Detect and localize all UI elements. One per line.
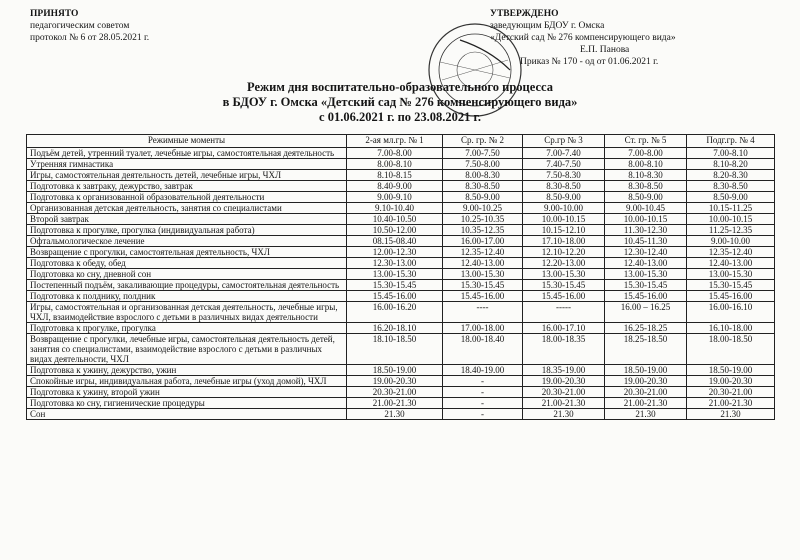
document-title	[0, 80, 800, 125]
time-cell: 9.10-10.40	[347, 203, 443, 214]
table-row	[27, 203, 775, 214]
time-cell: 16.00-16.20	[347, 302, 443, 323]
table-row	[27, 192, 775, 203]
title-line-2: в БДОУ г. Омска «Детский сад № 276 компенсирующего вида»	[222, 95, 578, 109]
regime-moment-cell: Подготовка к ужину, второй ужин	[27, 387, 347, 398]
approved-order: Приказ № 170 - од от 01.06.2021 г.	[520, 57, 659, 67]
regime-moment-cell: Подготовка к обеду, обед	[27, 258, 347, 269]
header-left	[30, 8, 149, 44]
regime-moment-cell: Подготовка ко сну, гигиенические процедуры	[27, 398, 347, 409]
regime-moment-cell: Игры, самостоятельная деятельность детей, лечебные игры, ЧХЛ	[27, 170, 347, 181]
time-cell: 21.00-21.30	[523, 398, 605, 409]
time-cell: 13.00-15.30	[523, 269, 605, 280]
time-cell: 8.10-8.20	[687, 159, 775, 170]
time-cell: 19.00-20.30	[523, 376, 605, 387]
time-cell: 20.30-21.00	[347, 387, 443, 398]
time-cell: 9.00-10.45	[605, 203, 687, 214]
table-row	[27, 280, 775, 291]
time-cell: 8.30-8.50	[605, 181, 687, 192]
table-row	[27, 323, 775, 334]
time-cell: 13.00-15.30	[347, 269, 443, 280]
column-header: Режимные моменты	[27, 135, 347, 148]
regime-moment-cell: Организованная детская деятельность, занятия со специалистами	[27, 203, 347, 214]
time-cell: 19.00-20.30	[347, 376, 443, 387]
time-cell: 8.00-8.10	[605, 159, 687, 170]
time-cell: 13.00-15.30	[605, 269, 687, 280]
time-cell: 11.30-12.30	[605, 225, 687, 236]
regime-moment-cell: Подготовка к полднику, полдник	[27, 291, 347, 302]
time-cell: 8.30-8.50	[443, 181, 523, 192]
approved-by: заведующим БДОУ г. Омска	[490, 21, 605, 31]
approved-org: «Детский сад № 276 компенсирующего вида»	[490, 33, 676, 43]
time-cell: 15.30-15.45	[605, 280, 687, 291]
time-cell: 10.25-10.35	[443, 214, 523, 225]
time-cell: 21.00-21.30	[347, 398, 443, 409]
table-body	[27, 148, 775, 420]
time-cell: 18.00-18.40	[443, 334, 523, 365]
time-cell: -	[443, 398, 523, 409]
regime-moment-cell: Офтальмологическое лечение	[27, 236, 347, 247]
time-cell: 15.30-15.45	[687, 280, 775, 291]
table-row	[27, 269, 775, 280]
time-cell: 7.00-7.40	[523, 148, 605, 159]
time-cell: 12.00-12.30	[347, 247, 443, 258]
regime-moment-cell: Второй завтрак	[27, 214, 347, 225]
time-cell: 8.50-9.00	[523, 192, 605, 203]
time-cell: 17.10-18.00	[523, 236, 605, 247]
time-cell: 9.00-10.25	[443, 203, 523, 214]
time-cell: 8.10-8.30	[605, 170, 687, 181]
time-cell: 7.50-8.30	[523, 170, 605, 181]
time-cell: 10.00-10.15	[605, 214, 687, 225]
table-row	[27, 376, 775, 387]
time-cell: 15.45-16.00	[347, 291, 443, 302]
regime-moment-cell: Подъём детей, утренний туалет, лечебные игры, самостоятельная деятельность	[27, 148, 347, 159]
regime-moment-cell: Утренняя гимнастика	[27, 159, 347, 170]
time-cell: 10.35-12.35	[443, 225, 523, 236]
time-cell: 10.15-12.10	[523, 225, 605, 236]
time-cell: 15.45-16.00	[687, 291, 775, 302]
time-cell: 10.50-12.00	[347, 225, 443, 236]
table-row	[27, 247, 775, 258]
regime-moment-cell: Возвращение с прогулки, самостоятельная деятельность, ЧХЛ	[27, 247, 347, 258]
time-cell: 7.50-8.00	[443, 159, 523, 170]
time-cell: 18.40-19.00	[443, 365, 523, 376]
title-line-1: Режим дня воспитательно-образовательного процесса	[247, 80, 553, 94]
time-cell: 12.35-12.40	[443, 247, 523, 258]
time-cell: 18.50-19.00	[687, 365, 775, 376]
time-cell: 16.10-18.00	[687, 323, 775, 334]
time-cell: 12.30-12.40	[605, 247, 687, 258]
time-cell: 8.00-8.10	[347, 159, 443, 170]
time-cell: 16.00-17.10	[523, 323, 605, 334]
approved-signer: Е.П. Панова	[580, 45, 630, 55]
time-cell: 8.30-8.50	[687, 181, 775, 192]
time-cell: 18.35-19.00	[523, 365, 605, 376]
title-line-3: с 01.06.2021 г. по 23.08.2021 г.	[319, 110, 481, 124]
time-cell: 12.10-12.20	[523, 247, 605, 258]
table-row	[27, 291, 775, 302]
time-cell: 8.00-8.30	[443, 170, 523, 181]
accepted-by: педагогическим советом	[30, 21, 130, 31]
time-cell: 15.30-15.45	[443, 280, 523, 291]
table-header-row	[27, 135, 775, 148]
table-row	[27, 258, 775, 269]
time-cell: 18.00-18.50	[687, 334, 775, 365]
time-cell: 10.00-10.15	[687, 214, 775, 225]
time-cell: 12.35-12.40	[687, 247, 775, 258]
table-row	[27, 159, 775, 170]
regime-moment-cell: Подготовка к завтраку, дежурство, завтрак	[27, 181, 347, 192]
time-cell: 10.45-11.30	[605, 236, 687, 247]
regime-moment-cell: Подготовка к ужину, дежурство, ужин	[27, 365, 347, 376]
time-cell: 15.45-16.00	[443, 291, 523, 302]
time-cell: 21.30	[523, 409, 605, 420]
time-cell: 18.10-18.50	[347, 334, 443, 365]
table-row	[27, 148, 775, 159]
time-cell: 18.50-19.00	[605, 365, 687, 376]
time-cell: 11.25-12.35	[687, 225, 775, 236]
column-header: Подг.гр. № 4	[687, 135, 775, 148]
time-cell: 21.00-21.30	[687, 398, 775, 409]
table-row	[27, 214, 775, 225]
time-cell: 7.00-8.00	[605, 148, 687, 159]
time-cell: 15.30-15.45	[347, 280, 443, 291]
time-cell: 10.15-11.25	[687, 203, 775, 214]
regime-moment-cell: Подготовка к организованной образовательной деятельности	[27, 192, 347, 203]
time-cell: 21.30	[347, 409, 443, 420]
time-cell: 16.20-18.10	[347, 323, 443, 334]
time-cell: 8.20-8.30	[687, 170, 775, 181]
regime-moment-cell: Постепенный подъём, закаливающие процедуры, самостоятельная деятельность	[27, 280, 347, 291]
time-cell: 21.30	[605, 409, 687, 420]
time-cell: -----	[523, 302, 605, 323]
time-cell: ----	[443, 302, 523, 323]
table-row	[27, 409, 775, 420]
time-cell: 13.00-15.30	[687, 269, 775, 280]
time-cell: 9.00-9.10	[347, 192, 443, 203]
time-cell: 15.45-16.00	[523, 291, 605, 302]
column-header: Ср.гр № 3	[523, 135, 605, 148]
column-header: Ср. гр. № 2	[443, 135, 523, 148]
time-cell: 20.30-21.00	[605, 387, 687, 398]
table-row	[27, 236, 775, 247]
time-cell: 8.30-8.50	[523, 181, 605, 192]
time-cell: 8.10-8.15	[347, 170, 443, 181]
time-cell: 13.00-15.30	[443, 269, 523, 280]
time-cell: 15.45-16.00	[605, 291, 687, 302]
time-cell: 7.40-7.50	[523, 159, 605, 170]
time-cell: 12.40-13.00	[687, 258, 775, 269]
time-cell: 18.25-18.50	[605, 334, 687, 365]
table-row	[27, 365, 775, 376]
regime-moment-cell: Возвращение с прогулки, лечебные игры, самостоятельная деятельность детей, занятия со специалистами, взаимодействие взрослого с детьми в различных видах деятельности, ЧХЛ	[27, 334, 347, 365]
time-cell: 19.00-20.30	[605, 376, 687, 387]
time-cell: -	[443, 387, 523, 398]
table-row	[27, 334, 775, 365]
time-cell: 21.00-21.30	[605, 398, 687, 409]
approved-title: УТВЕРЖДЕНО	[490, 9, 559, 19]
table-row	[27, 387, 775, 398]
time-cell: 8.50-9.00	[443, 192, 523, 203]
time-cell: 15.30-15.45	[523, 280, 605, 291]
time-cell: 10.00-10.15	[523, 214, 605, 225]
time-cell: 19.00-20.30	[687, 376, 775, 387]
time-cell: 18.50-19.00	[347, 365, 443, 376]
time-cell: 21.30	[687, 409, 775, 420]
column-header: 2-ая мл.гр. № 1	[347, 135, 443, 148]
time-cell: 12.40-13.00	[443, 258, 523, 269]
time-cell: 7.00-8.10	[687, 148, 775, 159]
time-cell: 20.30-21.00	[523, 387, 605, 398]
time-cell: 9.00-10.00	[523, 203, 605, 214]
time-cell: -	[443, 376, 523, 387]
table-row	[27, 170, 775, 181]
time-cell: 12.20-13.00	[523, 258, 605, 269]
time-cell: 16.25-18.25	[605, 323, 687, 334]
time-cell: 9.00-10.00	[687, 236, 775, 247]
time-cell: 7.00-8.00	[347, 148, 443, 159]
accepted-title: ПРИНЯТО	[30, 9, 79, 19]
time-cell: 16.00-17.00	[443, 236, 523, 247]
regime-moment-cell: Подготовка к прогулке, прогулка	[27, 323, 347, 334]
time-cell: 12.40-13.00	[605, 258, 687, 269]
table-row	[27, 398, 775, 409]
time-cell: 17.00-18.00	[443, 323, 523, 334]
daily-schedule-table	[26, 134, 775, 420]
regime-moment-cell: Сон	[27, 409, 347, 420]
time-cell: 16.00 – 16.25	[605, 302, 687, 323]
table-row	[27, 302, 775, 323]
table-row	[27, 225, 775, 236]
time-cell: 16.00-16.10	[687, 302, 775, 323]
time-cell: -	[443, 409, 523, 420]
time-cell: 20.30-21.00	[687, 387, 775, 398]
time-cell: 08.15-08.40	[347, 236, 443, 247]
accepted-protocol: протокол № 6 от 28.05.2021 г.	[30, 33, 150, 43]
column-header: Ст. гр. № 5	[605, 135, 687, 148]
time-cell: 8.50-9.00	[687, 192, 775, 203]
time-cell: 18.00-18.35	[523, 334, 605, 365]
regime-moment-cell: Подготовка ко сну, дневной сон	[27, 269, 347, 280]
regime-moment-cell: Спокойные игры, индивидуальная работа, лечебные игры (уход домой), ЧХЛ	[27, 376, 347, 387]
time-cell: 12.30-13.00	[347, 258, 443, 269]
time-cell: 10.40-10.50	[347, 214, 443, 225]
time-cell: 8.50-9.00	[605, 192, 687, 203]
time-cell: 8.40-9.00	[347, 181, 443, 192]
time-cell: 7.00-7.50	[443, 148, 523, 159]
regime-moment-cell: Подготовка к прогулке, прогулка (индивидуальная работа)	[27, 225, 347, 236]
table-row	[27, 181, 775, 192]
regime-moment-cell: Игры, самостоятельная и организованная детская деятельность, лечебные игры, ЧХЛ, взаимодействие взрослого с детьми в различных видах деятельности	[27, 302, 347, 323]
